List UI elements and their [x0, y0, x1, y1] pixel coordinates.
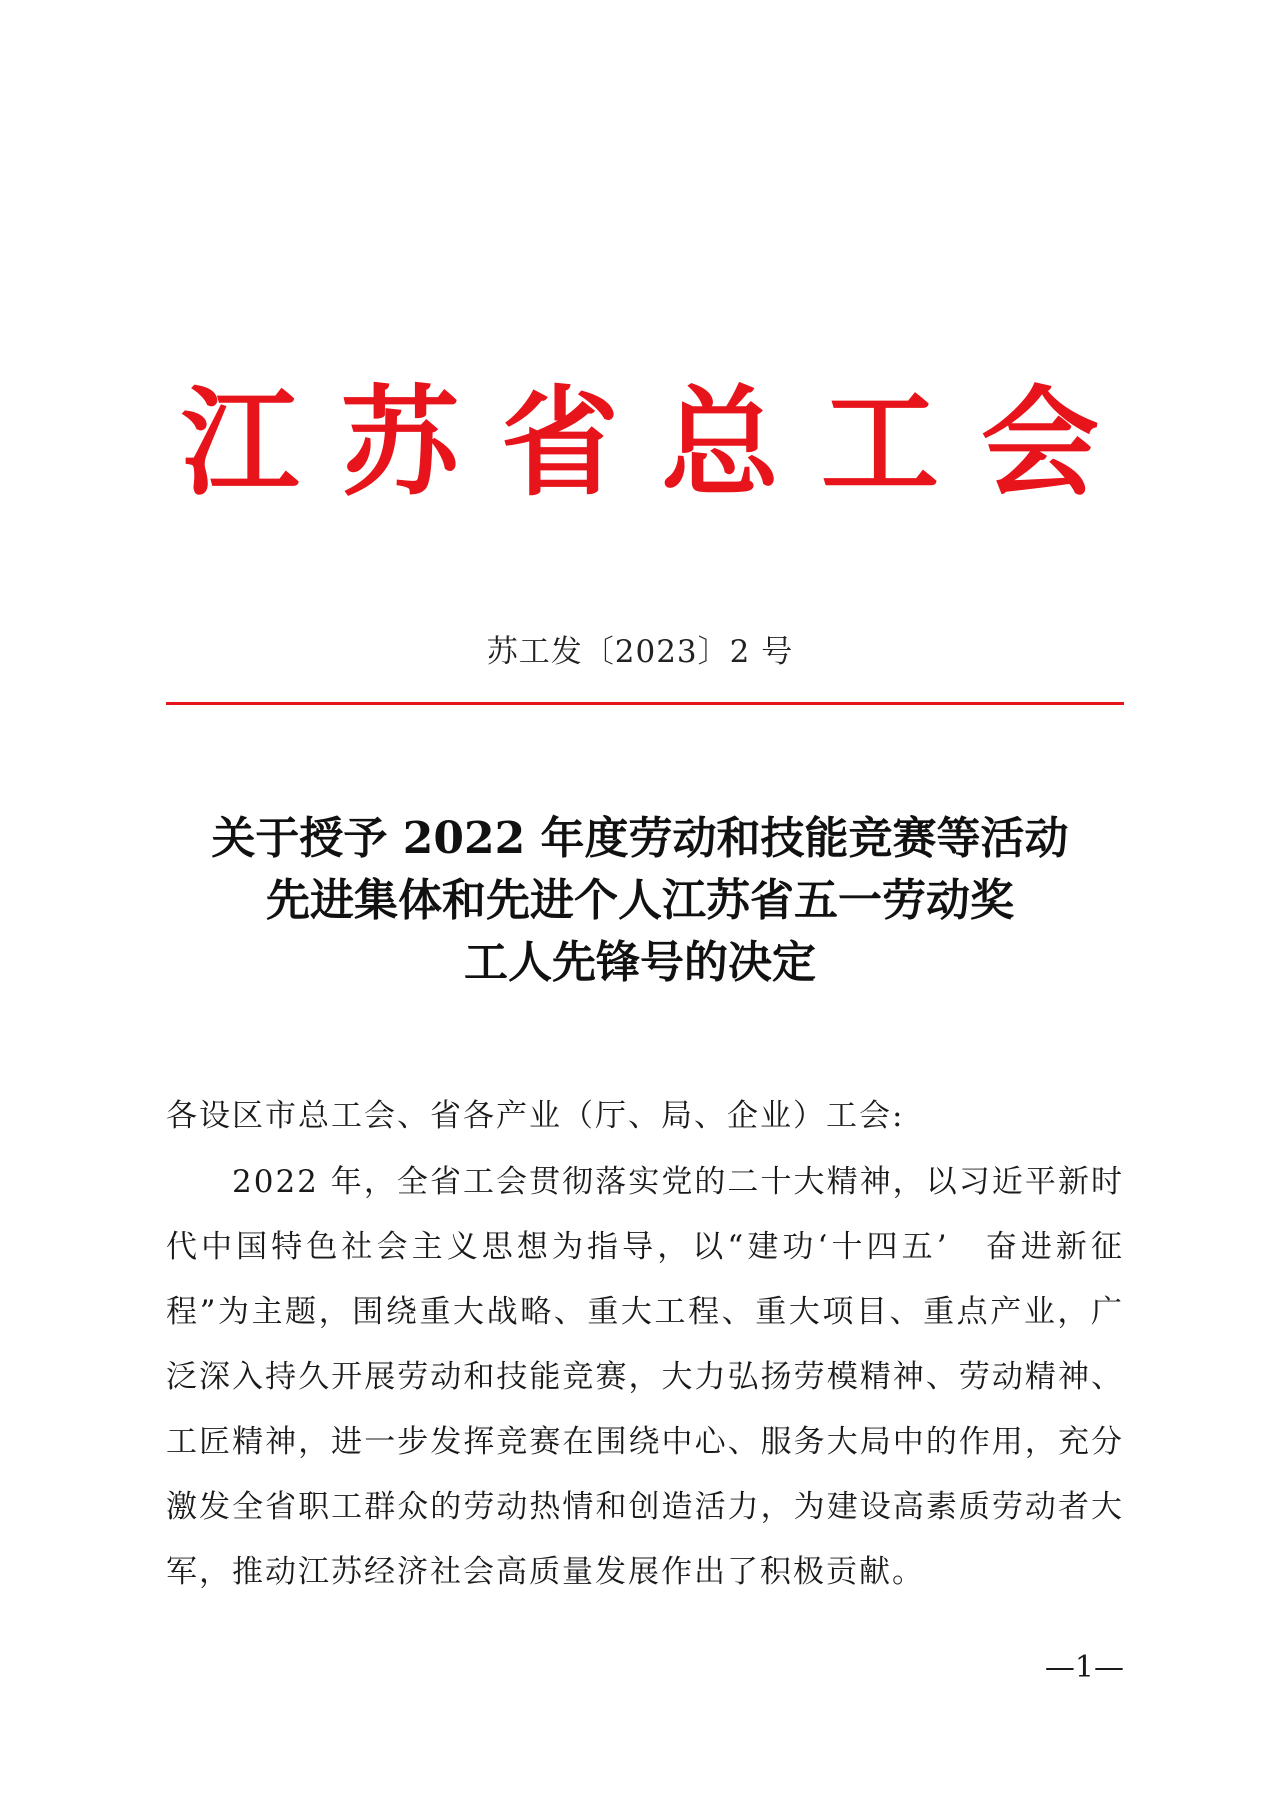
- issuing-authority-masthead: 江苏省总工会: [180, 373, 1141, 512]
- document-title: [0, 808, 1280, 994]
- title-line-2: 先进集体和先进个人江苏省五一劳动奖: [266, 875, 1014, 926]
- title-line-3: 工人先锋号的决定: [464, 937, 816, 988]
- addressee-line: 各设区市总工会、省各产业（厅、局、企业）工会:: [166, 1098, 905, 1134]
- document-number: 苏工发〔2023〕2 号: [486, 634, 794, 670]
- title-line-1: 关于授予 2022 年度劳动和技能竞赛等活动: [211, 813, 1069, 864]
- page-number: —1—: [1044, 1650, 1124, 1685]
- red-divider-line: [166, 702, 1124, 705]
- body-paragraph: 2022 年，全省工会贯彻落实党的二十大精神，以习近平新时代中国特色社会主义思想为指导，以“建功‘十四五’ 奋进新征程”为主题，围绕重大战略、重大工程、重大项目、重点产业，广泛深入持久开展劳动和技能竞赛，大力弘扬劳模精神、劳动精神、工匠精神，进一步发挥竞赛在围绕中心、服务大局中的作用，充分激发全省职工群众的劳动热情和创造活力，为建设高素质劳动者大军，推动江苏经济社会高质量发展作出了积极贡献。: [166, 1164, 1124, 1590]
